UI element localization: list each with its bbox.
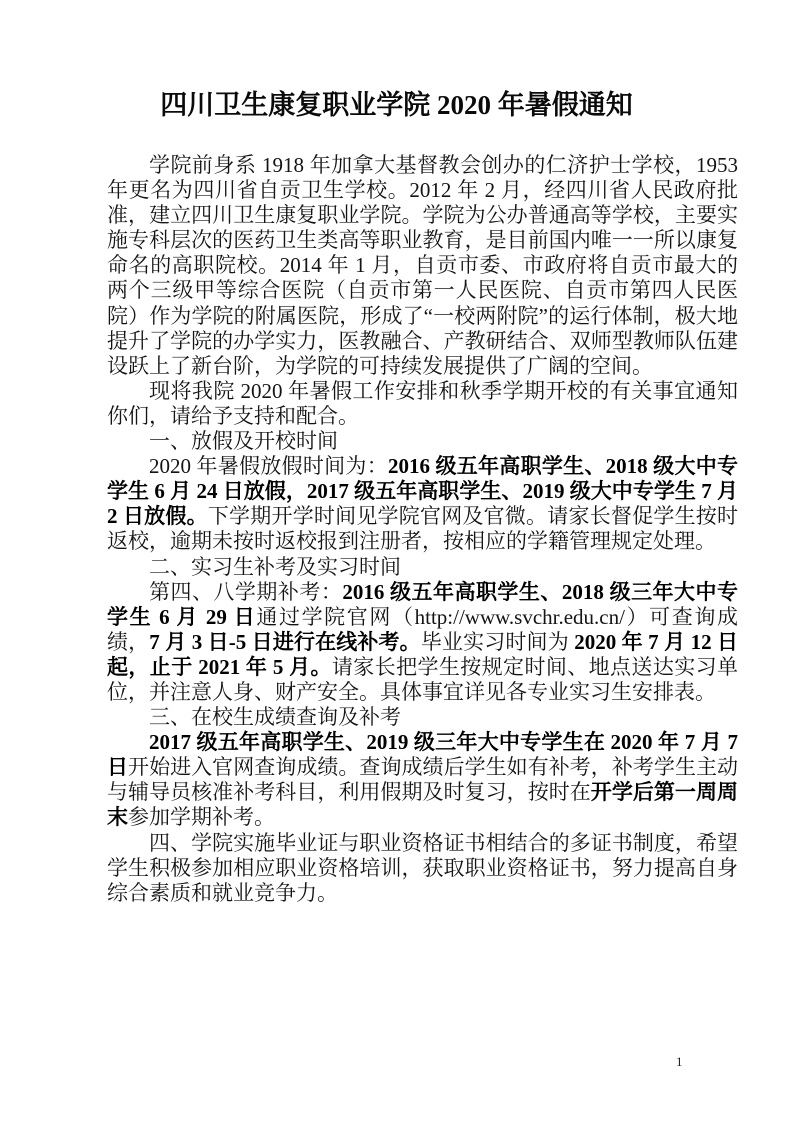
para-holiday-dates xyxy=(107,454,738,554)
para-grade-query-details xyxy=(107,730,738,830)
text-run-with-url: 通过学院官网（http://www.svchr.edu.cn/）可查询成绩， xyxy=(107,604,739,654)
bold-text-run: 开学后第一周周末 xyxy=(107,780,739,830)
heading-intern-makeup xyxy=(107,555,738,580)
bold-text-run: 2016 级五年高职学生、2018 级三年大中专学生 6 月 29 日 xyxy=(107,579,738,629)
text-run: 参加学期补考。 xyxy=(128,805,275,830)
para-notice-intro xyxy=(107,379,738,429)
text-run: 现将我院 2020 年暑假工作安排和秋季学期开校的有关事宜通知你们，请给予支持和配合。 xyxy=(107,378,738,428)
page-number: 1 xyxy=(676,1054,683,1069)
section-heading-text: 一、放假及开校时间 xyxy=(149,429,338,454)
text-run: 第四、八学期补考： xyxy=(149,579,343,604)
text-run: 四、学院实施毕业证与职业资格证书相结合的多证书制度，希望学生积极参加相应职业资格培训，获取职业资格证书，努力提高自身综合素质和就业竞争力。 xyxy=(107,830,738,905)
section-heading-text: 三、在校生成绩查询及补考 xyxy=(149,705,401,730)
text-run: 开始进入官网查询成绩。查询成绩后学生如有补考，补考学生主动与辅导员核准补考科目，利用假期及时复习，按时在 xyxy=(107,755,739,805)
section-heading-text: 二、实习生补考及实习时间 xyxy=(149,554,401,579)
text-run: 2020 年暑假放假时间为： xyxy=(149,454,388,479)
bold-text-run: 7 月 3 日-5 日进行在线补考。 xyxy=(149,629,421,654)
text-run: 毕业实习时间为 xyxy=(420,629,575,654)
bold-text-run: 2016 级五年高职学生、2018 级大中专学生 6 月 24 日放假，2017 级五年高职学生、2019 级大中专学生 7 月 2 日放假。 xyxy=(107,454,739,529)
text-run: 请家长把学生按规定时间、地点送达实习单位，并注意人身、财产安全。具体事宜详见各专业实习生安排表。 xyxy=(107,654,739,704)
heading-holiday-schedule xyxy=(107,429,738,454)
bold-text-run: 2017 级五年高职学生、2019 级三年大中专学生在 2020 年 7 月 7 日 xyxy=(107,730,738,780)
text-run: 下学期开学时间见学院官网及官微。请家长督促学生按时返校，逾期未按时返校报到注册者，按相应的学籍管理规定处理。 xyxy=(107,504,738,554)
para-intern-makeup-details xyxy=(107,580,738,705)
document-body xyxy=(107,153,738,906)
bold-text-run: 2020 年 7 月 12 日起，止于 2021 年 5 月。 xyxy=(107,629,739,679)
document-title: 四川卫生康复职业学院 2020 年暑假通知 xyxy=(160,90,633,120)
heading-grade-query xyxy=(107,705,738,730)
para-certificate-policy xyxy=(107,831,738,906)
text-run: 学院前身系 1918 年加拿大基督教会创办的仁济护士学校，1953 年更名为四川省自贡卫生学校。2012 年 2 月，经四川省人民政府批准，建立四川卫生康复职业学院。学院为公办普通高等学校，主要实施专科层次的医药卫生类高等职业教育，是目前国内唯一一所以康复命名的高职院校。2014 年 1 月，自贡市委、市政府将自贡市最大的两个三级甲等综合医院（自贡市第一人民医院、自贡市第四人民医院）作为学院的附属医院，形成了“一校两附院”的运行体制，极大地提升了学院的办学实力，医教融合、产教研结合、双师型教师队伍建设跃上了新台阶，为学院的可持续发展提供了广阔的空间。 xyxy=(107,153,738,378)
para-college-history xyxy=(107,153,738,379)
